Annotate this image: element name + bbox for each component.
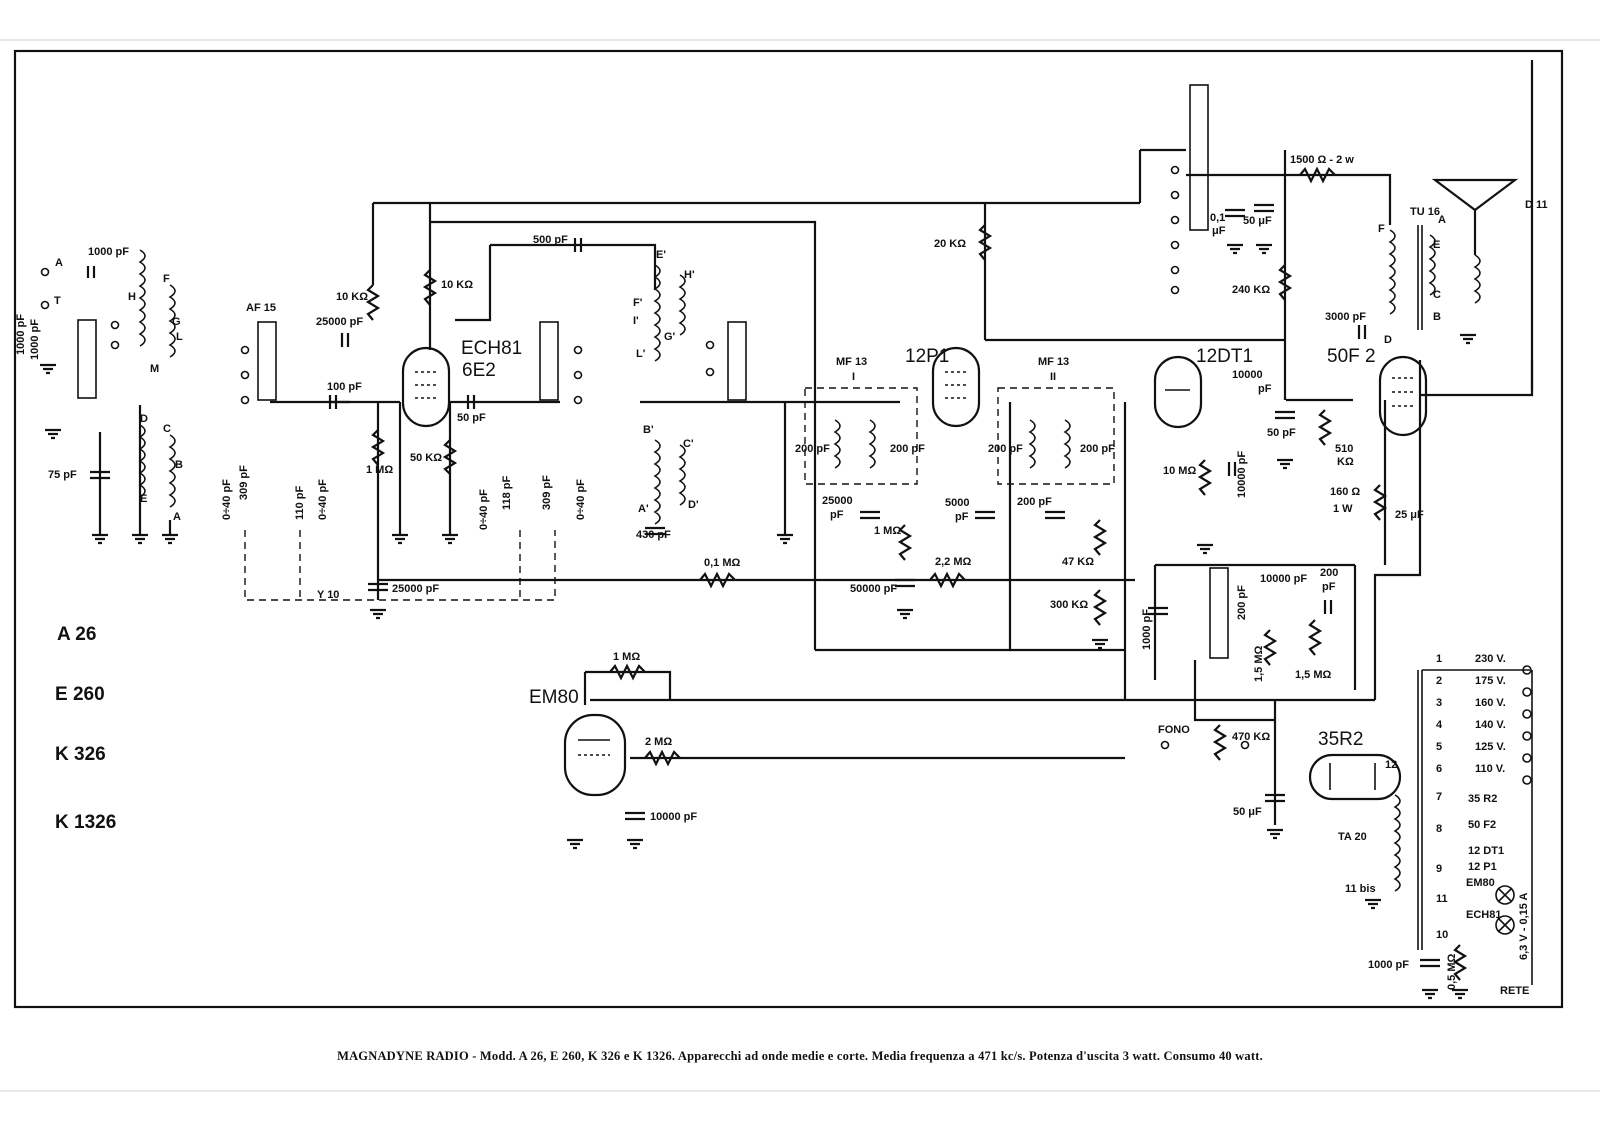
lbl-r10k-b: 10 KΩ [441,279,474,291]
lbl-r47k: 47 KΩ [1062,556,1095,568]
label-fono: FONO [1158,724,1190,736]
svg-text:B: B [175,459,183,471]
shield-vol [1190,85,1208,230]
svg-text:H': H' [684,269,695,281]
res-510 [1320,410,1330,445]
res-10m [1200,460,1210,495]
lbl-c25000: 25000 pF [316,316,364,328]
lbl-tap-em80: EM80 [1466,877,1495,889]
coil-h [140,250,145,346]
lbl-c5000: 5000 [945,497,970,509]
tube-em80 [565,715,625,795]
lbl-c1000-b: 1000 pF [1141,609,1153,650]
model-k1326: K 1326 [55,812,117,833]
svg-text:H: H [128,291,136,303]
lbl-r1m-a: 1 MΩ [366,464,394,476]
label-mf13-2: MF 13 [1038,356,1070,368]
coil-mf1a [835,420,840,468]
lbl-r50k: 50 KΩ [410,452,443,464]
lbl-lamp: 6,3 V - 0,15 A [1518,892,1530,960]
lbl-r05m: 0,5 MΩ [1446,953,1458,990]
lbl-c01: 0,1 [1210,212,1226,224]
svg-text:I': I' [633,315,639,327]
svg-text:L': L' [636,348,646,360]
lbl-tap-12dt1: 12 DT1 [1468,845,1505,857]
coil-ta20 [1395,795,1400,891]
svg-text:A: A [1438,214,1446,226]
res-10k-a [368,285,378,320]
lbl-c10000-a: 10000 pF [1236,450,1248,498]
label-em80: EM80 [529,687,579,708]
model-e260: E 260 [55,684,105,705]
lbl-r240k: 240 KΩ [1232,284,1271,296]
lbl-c50-b: 50 pF [1267,427,1296,439]
res-470k [1215,725,1225,760]
lbl-v110: 110 V. [1475,763,1506,775]
lbl-tap-50f2: 50 F2 [1468,819,1497,831]
res-300k [1095,590,1105,625]
lbl-c1000-v: 1000 pF [29,319,41,360]
label-rete: RETE [1500,985,1530,997]
lbl-c25000-c-u: pF [830,509,844,521]
svg-text:E': E' [656,249,666,261]
lbl-c1000-t: 1000 pF [15,314,27,355]
lbl-trim-309a: 309 pF [238,465,250,500]
lbl-r15m-b: 1,5 MΩ [1295,669,1332,681]
coil-speaker [1475,255,1480,303]
label-ech81: ECH81 [461,338,523,359]
svg-text:A: A [55,257,63,269]
svg-text:C: C [163,423,171,435]
label-af15: AF 15 [246,302,276,314]
lbl-c100: 100 pF [327,381,362,393]
svg-text:C': C' [683,438,694,450]
tap-numbers [1385,653,1448,941]
tube-labels [461,338,1376,750]
shield-osc-b [728,322,746,400]
lbl-c3000: 3000 pF [1325,311,1366,323]
lbl-trim-040b: 0÷40 pF [317,479,329,520]
lbl-c200-4: 200 pF [1080,443,1115,455]
lbl-c50000: 50000 pF [850,583,898,595]
svg-text:9: 9 [1436,863,1443,875]
lbl-tap-ech81: ECH81 [1466,909,1502,921]
shield-osc-a [540,322,558,400]
lbl-c10000-d: 10000 pF [650,811,698,823]
lbl-trim-040c: 0÷40 pF [478,489,490,530]
model-labels [55,624,116,833]
lbl-v230: 230 V. [1475,653,1506,665]
lbl-tap-35r2: 35 R2 [1468,793,1498,805]
coil-mf2b [1065,420,1070,468]
lbl-r1m-b: 1 MΩ [874,525,902,537]
svg-text:L: L [176,331,183,343]
svg-text:A': A' [638,503,649,515]
coil-tu16-p [1390,230,1395,314]
lbl-c5000-u: pF [955,511,969,523]
label-tu16: TU 16 [1410,206,1440,218]
lbl-c50u-b: 50 μF [1233,806,1262,818]
lbl-trim-040a: 0÷40 pF [221,479,233,520]
lbl-r22m: 2,2 MΩ [935,556,972,568]
tube-12dt1 [1155,357,1201,427]
res-15m-b [1310,620,1320,655]
label-ta20: TA 20 [1338,831,1367,843]
mf13-box-2 [998,388,1114,484]
svg-text:5: 5 [1436,741,1443,753]
coil-h1 [680,275,685,335]
lbl-trim-110: 110 pF [294,485,306,520]
coil-mf1b [870,420,875,468]
model-k326: K 326 [55,744,106,765]
lbl-tap-12p1: 12 P1 [1468,861,1497,873]
lbl-c10000-b-u: pF [1258,383,1272,395]
lbl-r470k: 470 KΩ [1232,731,1271,743]
lbl-r510: 510 [1335,443,1354,455]
lbl-c200-5: 200 pF [1017,496,1052,508]
lbl-r1500: 1500 Ω - 2 w [1290,154,1354,166]
svg-text:2: 2 [1436,675,1443,687]
svg-text:E: E [1433,239,1441,251]
schematic-caption: MAGNADYNE RADIO - Modd. A 26, E 260, K 326 e K 1326. Apparecchi ad onde medie e corte. Media frequenza a 471 kc/s. Potenza d'uscita 3 watt. Consumo 40 watt. [337,1049,1263,1063]
lbl-trim-309b: 309 pF [541,475,553,510]
svg-text:8: 8 [1436,823,1443,835]
lbl-c200-1: 200 pF [795,443,830,455]
grounds [40,245,1476,998]
svg-text:D: D [1384,334,1392,346]
lbl-c200-7: 200 [1320,567,1339,579]
lbl-r10m: 10 MΩ [1163,465,1197,477]
svg-text:F': F' [633,297,643,309]
model-a26: A 26 [57,624,97,645]
svg-text:11 bis: 11 bis [1345,883,1376,895]
label-mf13-1: MF 13 [836,356,868,368]
lbl-r01m: 0,1 MΩ [704,557,741,569]
coil-mf2a [1030,420,1035,468]
svg-text:12: 12 [1385,759,1398,771]
lbl-c1000-c: 1000 pF [1368,959,1409,971]
svg-text:E: E [140,493,148,505]
lbl-r1m-c: 1 MΩ [613,651,641,663]
lbl-c200-7-u: pF [1322,581,1336,593]
svg-text:B': B' [643,424,654,436]
svg-text:7: 7 [1436,791,1443,803]
lbl-r300k: 300 KΩ [1050,599,1089,611]
component-labels [15,154,1530,990]
coil-d [140,425,145,497]
schematic-frame [15,51,1562,1007]
lbl-c50u: 50 μF [1243,215,1272,227]
svg-text:F: F [1378,223,1385,235]
lbl-v140: 140 V. [1475,719,1506,731]
shield-antenna [78,320,96,398]
lbl-c200-3: 200 pF [988,443,1023,455]
lbl-c200-2: 200 pF [890,443,925,455]
lbl-v125: 125 V. [1475,741,1506,753]
lbl-r160-w: 1 W [1333,503,1353,515]
svg-text:11: 11 [1436,893,1448,905]
label-mf13-2-num: II [1050,371,1057,383]
lbl-c1000-in: 1000 pF [88,246,129,258]
lbl-c10000-c: 10000 pF [1260,573,1308,585]
lbl-c75: 75 pF [48,469,77,481]
label-d11: D 11 [1525,199,1548,211]
lbl-v160: 160 V. [1475,697,1506,709]
coil-b1 [655,440,660,524]
svg-text:6: 6 [1436,763,1443,775]
lbl-c25000-b: 25000 pF [392,583,440,595]
svg-text:F: F [163,273,170,285]
coil-letters [54,214,1446,895]
speaker-horn [1435,180,1515,210]
svg-text:4: 4 [1436,719,1443,731]
lbl-c200-6: 200 pF [1236,585,1248,620]
shield-af15 [258,322,276,400]
lbl-trim-118: 118 pF [501,475,513,510]
lbl-c25000-c: 25000 [822,495,853,507]
lbl-c50: 50 pF [457,412,486,424]
svg-text:B: B [1433,311,1441,323]
lbl-r160: 160 Ω [1330,486,1361,498]
svg-text:D': D' [688,499,699,511]
lbl-c25u: 25 μF [1395,509,1424,521]
label-12dt1: 12DT1 [1196,346,1254,367]
tube-ech81 [403,348,449,426]
label-6e2: 6E2 [462,360,496,381]
lbl-r510-u: KΩ [1337,456,1354,468]
svg-text:1: 1 [1436,653,1443,665]
label-mf13-1-num: I [852,371,856,383]
svg-text:G': G' [664,331,676,343]
lbl-c01-u: μF [1212,225,1226,237]
res-47k [1095,520,1105,555]
label-50f2: 50F 2 [1327,346,1376,367]
lbl-c10000-b: 10000 [1232,369,1263,381]
shield-tone [1210,568,1228,658]
lbl-trim-040d: 0÷40 pF [575,479,587,520]
svg-text:T: T [54,295,61,307]
coil-c1 [680,445,685,505]
svg-text:10: 10 [1436,929,1449,941]
svg-text:G: G [172,316,181,328]
res-160 [1375,485,1385,520]
voltage-labels [1466,653,1506,921]
lbl-r20k: 20 KΩ [934,238,967,250]
lbl-r2m: 2 MΩ [645,736,673,748]
label-y10: Y 10 [317,589,340,601]
coil-c [170,435,175,507]
lbl-r10k-a: 10 KΩ [336,291,369,303]
label-12p1: 12P1 [905,346,950,367]
svg-text:A: A [173,511,181,523]
svg-text:C: C [1433,289,1441,301]
svg-text:3: 3 [1436,697,1443,709]
svg-text:D: D [140,413,148,425]
lbl-c430: 430 pF [636,529,671,541]
svg-text:M: M [150,363,160,375]
lbl-c500: 500 pF [533,234,568,246]
lbl-v175: 175 V. [1475,675,1506,687]
label-35r2: 35R2 [1318,729,1364,750]
res-15m-a [1265,630,1275,665]
lbl-r15m-a: 1,5 MΩ [1253,645,1265,682]
res-1m-b [900,525,910,560]
